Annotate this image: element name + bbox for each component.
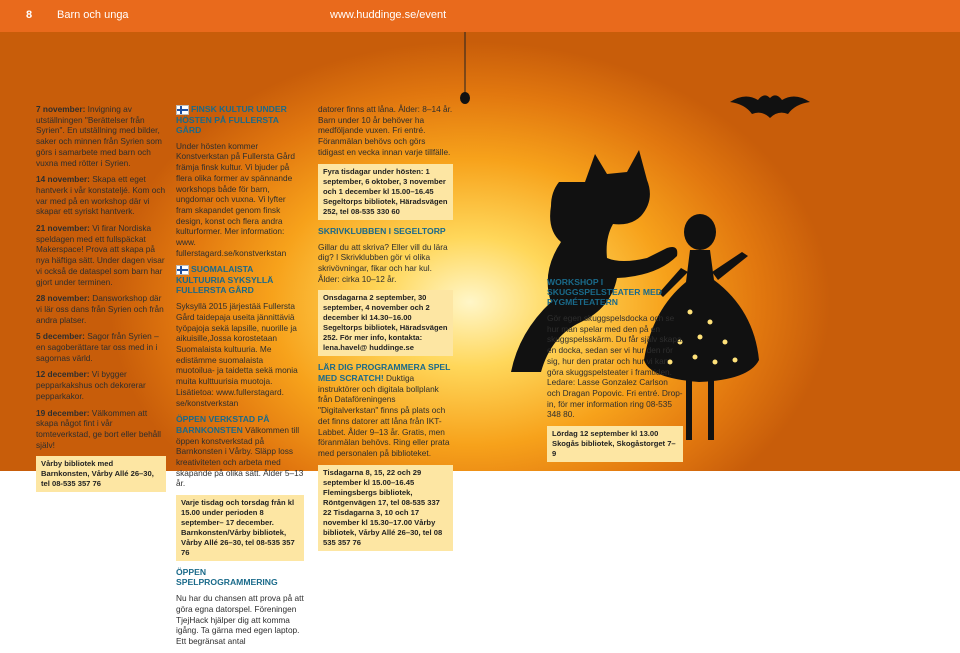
heading-text: FINSK KULTUR UNDER HÖSTEN PÅ FULLERSTA GÅRD	[176, 104, 287, 135]
page-header	[0, 0, 960, 32]
event-text: Sagor från Syrien – en sagoberättare tar oss med in i sagornas värld.	[36, 331, 159, 363]
section-text: Nu har du chansen att prova på att göra egna datorspel. Föreningen TjejHack hjälper dig att komma igång. Ta gärna med egen laptop. Ett begränsat antal	[176, 593, 304, 646]
event-text: Dansworkshop där vi lär oss dans från Syrien och från andra platser.	[36, 293, 164, 325]
section-heading	[176, 264, 304, 295]
section-text: Under hösten kommer Konstverkstan på Fullersta Gård främja finsk kultur. Vi bjuder på flera olika former av spännande workshops både för barn, ungdomar och vuxna. Vi lyfter fram skapandet genom finsk design, konst och flera andra kulturformer. Mer information: www. fullerstagard.se/konstverkstan	[176, 140, 295, 258]
event-text: Skapa ett eget hantverk i vår konstateljé. Kom och var med på en workshop där vi skapar ett syriskt hantverk.	[36, 174, 166, 217]
info-box: Varje tisdag och torsdag från kl 15.00 under perioden 8 september– 17 december. Barnkonsten/Vårby bibliotek, Vårby Allé 26–30, tel 08-535 357 76	[176, 495, 304, 561]
info-box: Tisdagarna 8, 15, 22 och 29 september kl 15.00–16.45 Flemingsbergs bibliotek, Röntgenvägen 17, tel 08-535 337 22 Tisdagarna 3, 10 och 17 november kl 15.30–17.00 Vårby bibliotek, Vårby Allé 26–30, tel 08 535 357 76	[318, 465, 453, 551]
event-date: 19 december:	[36, 407, 90, 418]
section-heading: ÖPPEN SPELPROGRAMMERING	[176, 567, 278, 588]
column-2-events	[176, 104, 304, 653]
event-date: 14 november:	[36, 174, 90, 185]
column-3-events	[318, 104, 453, 557]
event-text: Vi firar Nordiska speldagen med ett fullspäckat Makerspace! Prova att skapa på nya häftiga sätt. Under dagen visar vi också de dataspel som barn har gjort under terminen.	[36, 223, 165, 287]
section-title: Barn och unga	[57, 9, 129, 21]
event-text: Vi bygger pepparkakshus och dekorerar pepparkakor.	[36, 369, 146, 401]
section-heading: LÄR DIG PROGRAMMERA SPEL MED SCRATCH!	[318, 362, 451, 384]
section-text: Syksyllä 2015 järjestää Fullersta Gård taidepaja useita jännittäviä työpajoja sekä lapsille, nuorille ja aikuisille,Jossa korostetaan Suomalaista kultuuria. Me edistämme suomalaista muotoilua- ja taidetta sekä monia muita kulttuurisia muotoja. Lisätietoa: www.fullerstagard. se/konstverkstan	[176, 301, 298, 408]
section-heading	[176, 104, 304, 135]
section-heading: SKRIVKLUBBEN I SEGELTORP	[318, 225, 446, 236]
header-url[interactable]: www.huddinge.se/event	[330, 9, 447, 21]
finland-flag-icon	[176, 265, 189, 275]
info-box: Onsdagarna 2 september, 30 september, 4 november och 2 december kl 14.30–16.00 Segeltorps bibliotek, Häradsvägen 252. För mer info, kontakta: lena.havel@ huddinge.se	[318, 290, 453, 356]
section-text: datorer finns att låna. Ålder: 8–14 år. Barn under 10 år behöver ha medföljande vuxen. Fri entré. Föranmälan behövs och görs tidigast en vecka innan varje tillfälle.	[318, 104, 453, 157]
event-date: 28 november:	[36, 293, 90, 304]
section-block	[176, 414, 304, 489]
section-heading: ÖPPEN VERKSTAD PÅ BARNKONSTEN	[176, 414, 270, 435]
column-1-events	[36, 104, 166, 498]
event-date: 21 november:	[36, 223, 90, 234]
section-text: Gör egen skuggspelsdocka och se hur man spelar med den på en skuggspelsskärm. Du får själv skapa en docka, sedan ser vi hur den rör sig, hur den pratar och hur vi kan göra skuggspelsteater i framtiden. Ledare: Lasse Gonzalez Carlson och Dragan Popovic. Fri entré. Drop-in, för mer information ring 08-535 348 80.	[547, 313, 683, 420]
section-text: Gillar du att skriva? Eller vill du lära dig? I Skrivklubben gör vi olika skrivövningar, fikar och har kul. Ålder: cirka 10–12 år.	[318, 241, 448, 284]
event-text: Invigning av utställningen "Berättelser från Syrien". En utställning med bilder, saker och minnen från Syrien som görs i samarbete med barn och vuxna med rötter i Syrien.	[36, 104, 162, 168]
info-box: Vårby bibliotek med Barnkonsten, Vårby Allé 26–30, tel 08-535 357 76	[36, 456, 166, 492]
heading-text: SUOMALAISTA KULTUURIA SYKSYLLÄ FULLERSTA GÅRD	[176, 264, 274, 296]
event-text: Välkommen att skapa något fint i vår tomteverkstad, ge bort eller behåll själv!	[36, 407, 161, 450]
bat-silhouette	[730, 95, 810, 118]
event-date: 12 december:	[36, 369, 90, 380]
section-heading: WORKSHOP I SKUGGSPELSTEATER MED PYGMÉTEATERN	[547, 277, 662, 307]
event-date: 7 november:	[36, 104, 86, 114]
info-box: Lördag 12 september kl 13.00 Skogås bibliotek, Skogåstorget 7–9	[547, 426, 683, 462]
section-text: Duktiga instruktörer och digitala bollplank från Dataföreningens "Digitalverkstan" finns på plats och det finns datorer att låna från IKT-Labbet. Ålder 9–13 år. Gratis, men föranmälan behövs. Ring eller prata med personalen på biblioteket.	[318, 373, 450, 458]
spider-silhouette	[460, 32, 470, 104]
column-4-workshop	[547, 277, 683, 468]
section-block	[318, 362, 453, 458]
page-number: 8	[26, 9, 33, 21]
section-text: Välkommen till öppen konstverkstad på Barnkonsten i Vårby. Släpp loss kreativiteten och arbeta med skapande på olika sätt. Älder 5–13 år.	[176, 424, 304, 489]
event-date: 5 december:	[36, 331, 85, 342]
info-box: Fyra tisdagar under hösten: 1 september, 6 oktober, 3 november och 1 december kl 15.00–16.45 Segeltorps bibliotek, Häradsvägen 252, tel 08-535 330 60	[318, 164, 453, 220]
finland-flag-icon	[176, 105, 189, 115]
